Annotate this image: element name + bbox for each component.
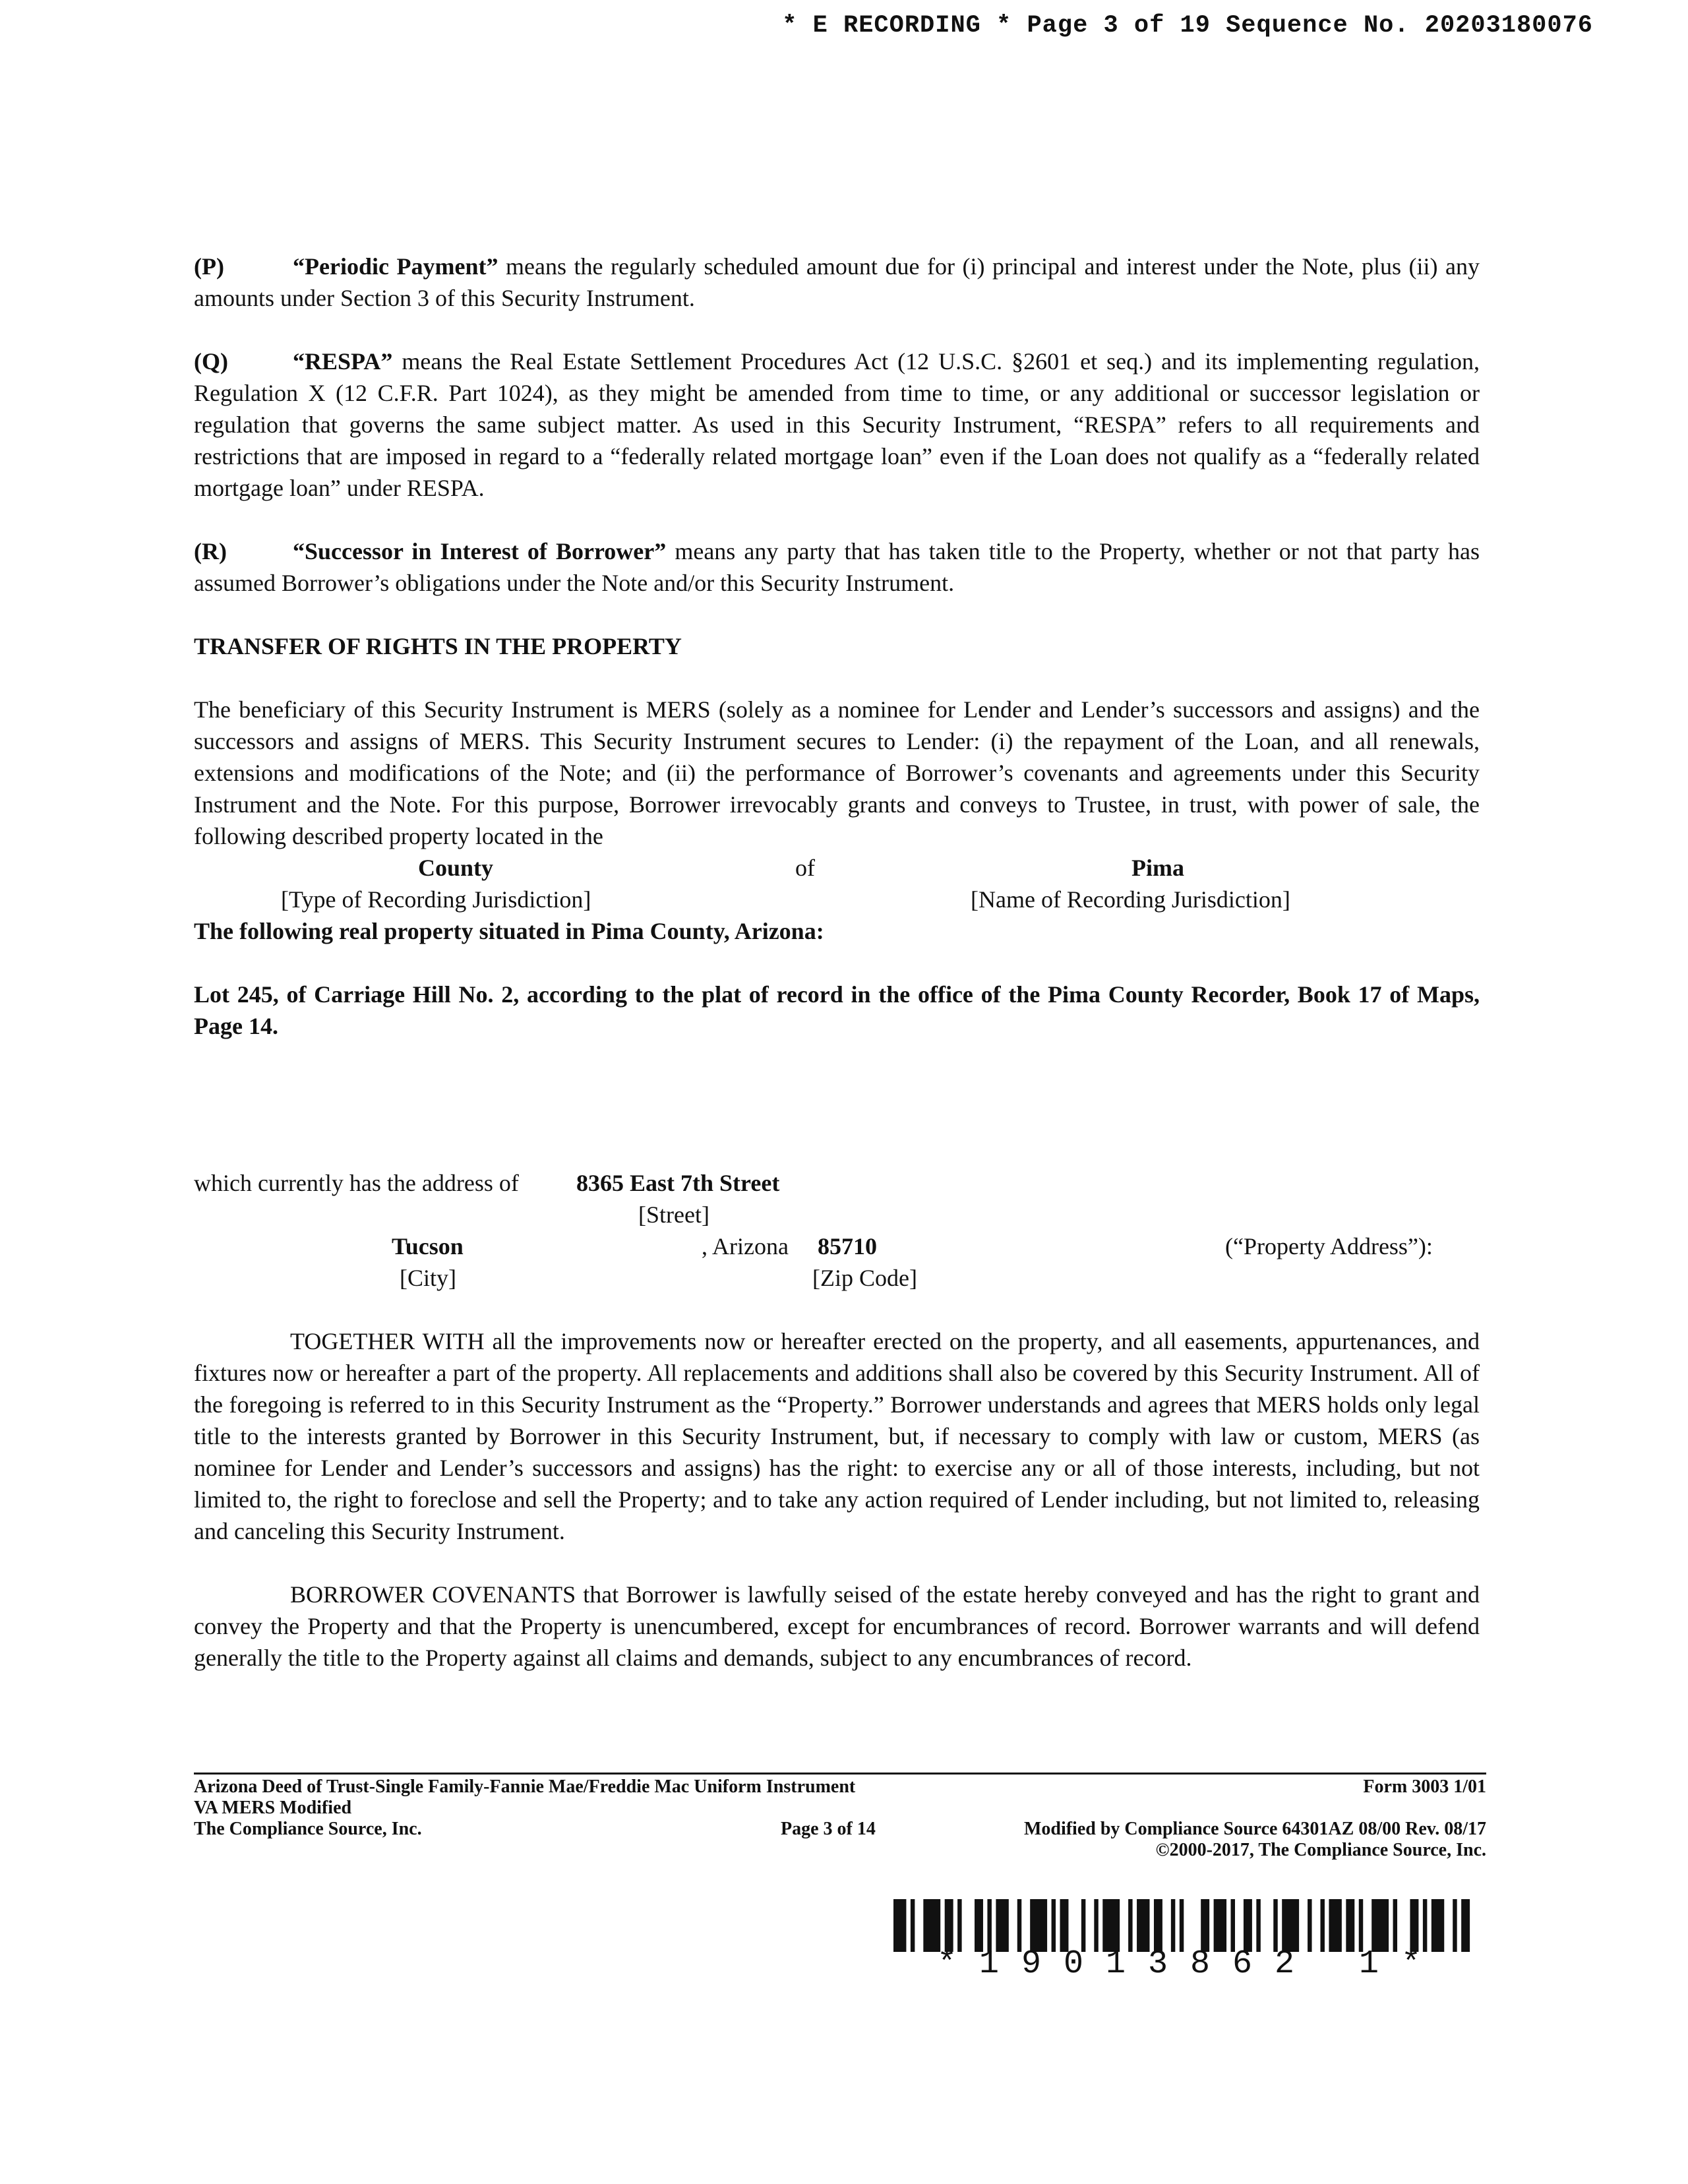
footer-modifier: VA MERS Modified: [194, 1798, 352, 1818]
barcode-image: [893, 1899, 1487, 1952]
footer-modified-by: Modified by Compliance Source 64301AZ 08/00 Rev. 08/17: [1023, 1819, 1486, 1839]
address-row: [194, 1167, 1480, 1199]
footer-company: The Compliance Source, Inc.: [194, 1819, 422, 1839]
property-intro: The following real property situated in Pima County, Arizona:: [194, 918, 824, 944]
jurisdiction-caption-row: [194, 884, 1480, 915]
address-state: , Arizona: [702, 1233, 789, 1259]
address-intro: which currently has the address of: [194, 1170, 519, 1196]
address-zip: 85710: [818, 1233, 877, 1259]
definition-term: “RESPA”: [293, 348, 393, 375]
definition-term: “Periodic Payment”: [293, 253, 498, 280]
borrower-covenants-paragraph: BORROWER COVENANTS that Borrower is lawfully seised of the estate hereby conveyed and has the right to grant and convey the Property and that the Property is unencumbered, except for encumbrances of record. Borrower warrants and will defend generally the title to the Property against all claims and demands, subject to any encumbrances of record.: [194, 1581, 1480, 1671]
city-row: [194, 1230, 1480, 1262]
definition-r: [194, 535, 1480, 599]
legal-description: Lot 245, of Carriage Hill No. 2, according to the plat of record in the office of the Pima County Recorder, Book 17 of Maps, Page 14.: [194, 981, 1480, 1039]
document-body: [194, 251, 1480, 1705]
city-caption: [City]: [400, 1265, 456, 1291]
jurisdiction-name: Pima: [1131, 855, 1184, 881]
address-street: 8365 East 7th Street: [576, 1170, 780, 1196]
jurisdiction-name-caption: [Name of Recording Jurisdiction]: [971, 886, 1290, 913]
footer-page: Page 3 of 14: [781, 1819, 876, 1839]
definition-text: means the regularly scheduled amount due for (i) principal and interest under the Note, plus (ii) any amounts under Section 3 of this Security Instrument.: [194, 253, 1480, 311]
definition-term: “Successor in Interest of Borrower”: [293, 538, 667, 564]
form-footer: [194, 1776, 1486, 1861]
footer-copyright: ©2000-2017, The Compliance Source, Inc.: [1155, 1840, 1486, 1860]
street-caption: [Street]: [638, 1201, 709, 1228]
together-with-paragraph: TOGETHER WITH all the improvements now or hereafter erected on the property, and all easements, appurtenances, and fixtures now or hereafter a part of the property. All replacements and additions shall also be covered by this Security Instrument. All of the foregoing is referred to in this Security Instrument as the “Property.” Borrower understands and agrees that MERS holds only legal title to the interests granted by Borrower in this Security Instrument, but, if necessary to comply with law or custom, MERS (as nominee for Lender and Lender’s successors and assigns) has the right: to exercise any or all of those interests, including, but not limited to, the right to foreclose and sell the Property; and to take any action required of Lender including, but not limited to, releasing and canceling this Security Instrument.: [194, 1328, 1480, 1544]
footer-form-title: Arizona Deed of Trust-Single Family-Fannie Mae/Freddie Mac Uniform Instrument: [194, 1776, 856, 1797]
jurisdiction-row: [194, 852, 1480, 884]
jurisdiction-type-caption: [Type of Recording Jurisdiction]: [281, 886, 591, 913]
street-caption-row: [194, 1199, 1480, 1230]
footer-form-number: Form 3003 1/01: [1363, 1776, 1486, 1797]
jurisdiction-type: County: [418, 855, 494, 881]
definition-text: means the Real Estate Settlement Procedures Act (12 U.S.C. §2601 et seq.) and its implementing regulation, Regulation X (12 C.F.R. Part 1024), as they might be amended from time to time, or any additional or successor legislation or regulation that governs the same subject matter. As used in this Security Instrument, “RESPA” refers to all requirements and restrictions that are imposed in regard to a “federally related mortgage loan” even if the Loan does not qualify as a “federally related mortgage loan” under RESPA.: [194, 348, 1480, 501]
jurisdiction-of: of: [795, 855, 815, 881]
address-city: Tucson: [392, 1233, 464, 1259]
property-address-label: (“Property Address”):: [1225, 1233, 1433, 1259]
barcode-text: *19013862 1*: [936, 1945, 1444, 1983]
city-caption-row: [194, 1262, 1480, 1294]
definition-text: means any party that has taken title to the Property, whether or not that party has assumed Borrower’s obligations under the Note and/or this Security Instrument.: [194, 538, 1480, 596]
definition-q: [194, 346, 1480, 504]
transfer-heading: TRANSFER OF RIGHTS IN THE PROPERTY: [194, 633, 682, 659]
footer-divider: [194, 1773, 1486, 1774]
definition-p: [194, 251, 1480, 314]
recording-header: * E RECORDING * Page 3 of 19 Sequence No. 20203180076: [782, 12, 1593, 40]
definition-label: (P): [194, 253, 224, 280]
definition-label: (Q): [194, 348, 228, 375]
transfer-paragraph: The beneficiary of this Security Instrument is MERS (solely as a nominee for Lender and Lender’s successors and assigns) and the successors and assigns of MERS. This Security Instrument secures to Lender: (i) the repayment of the Loan, and all renewals, extensions and modifications of the Note; and (ii) the performance of Borrower’s covenants and agreements under this Security Instrument and the Note. For this purpose, Borrower irrevocably grants and conveys to Trustee, in trust, with power of sale, the following described property located in the: [194, 696, 1480, 849]
definition-label: (R): [194, 538, 227, 564]
zip-caption: [Zip Code]: [812, 1265, 917, 1291]
